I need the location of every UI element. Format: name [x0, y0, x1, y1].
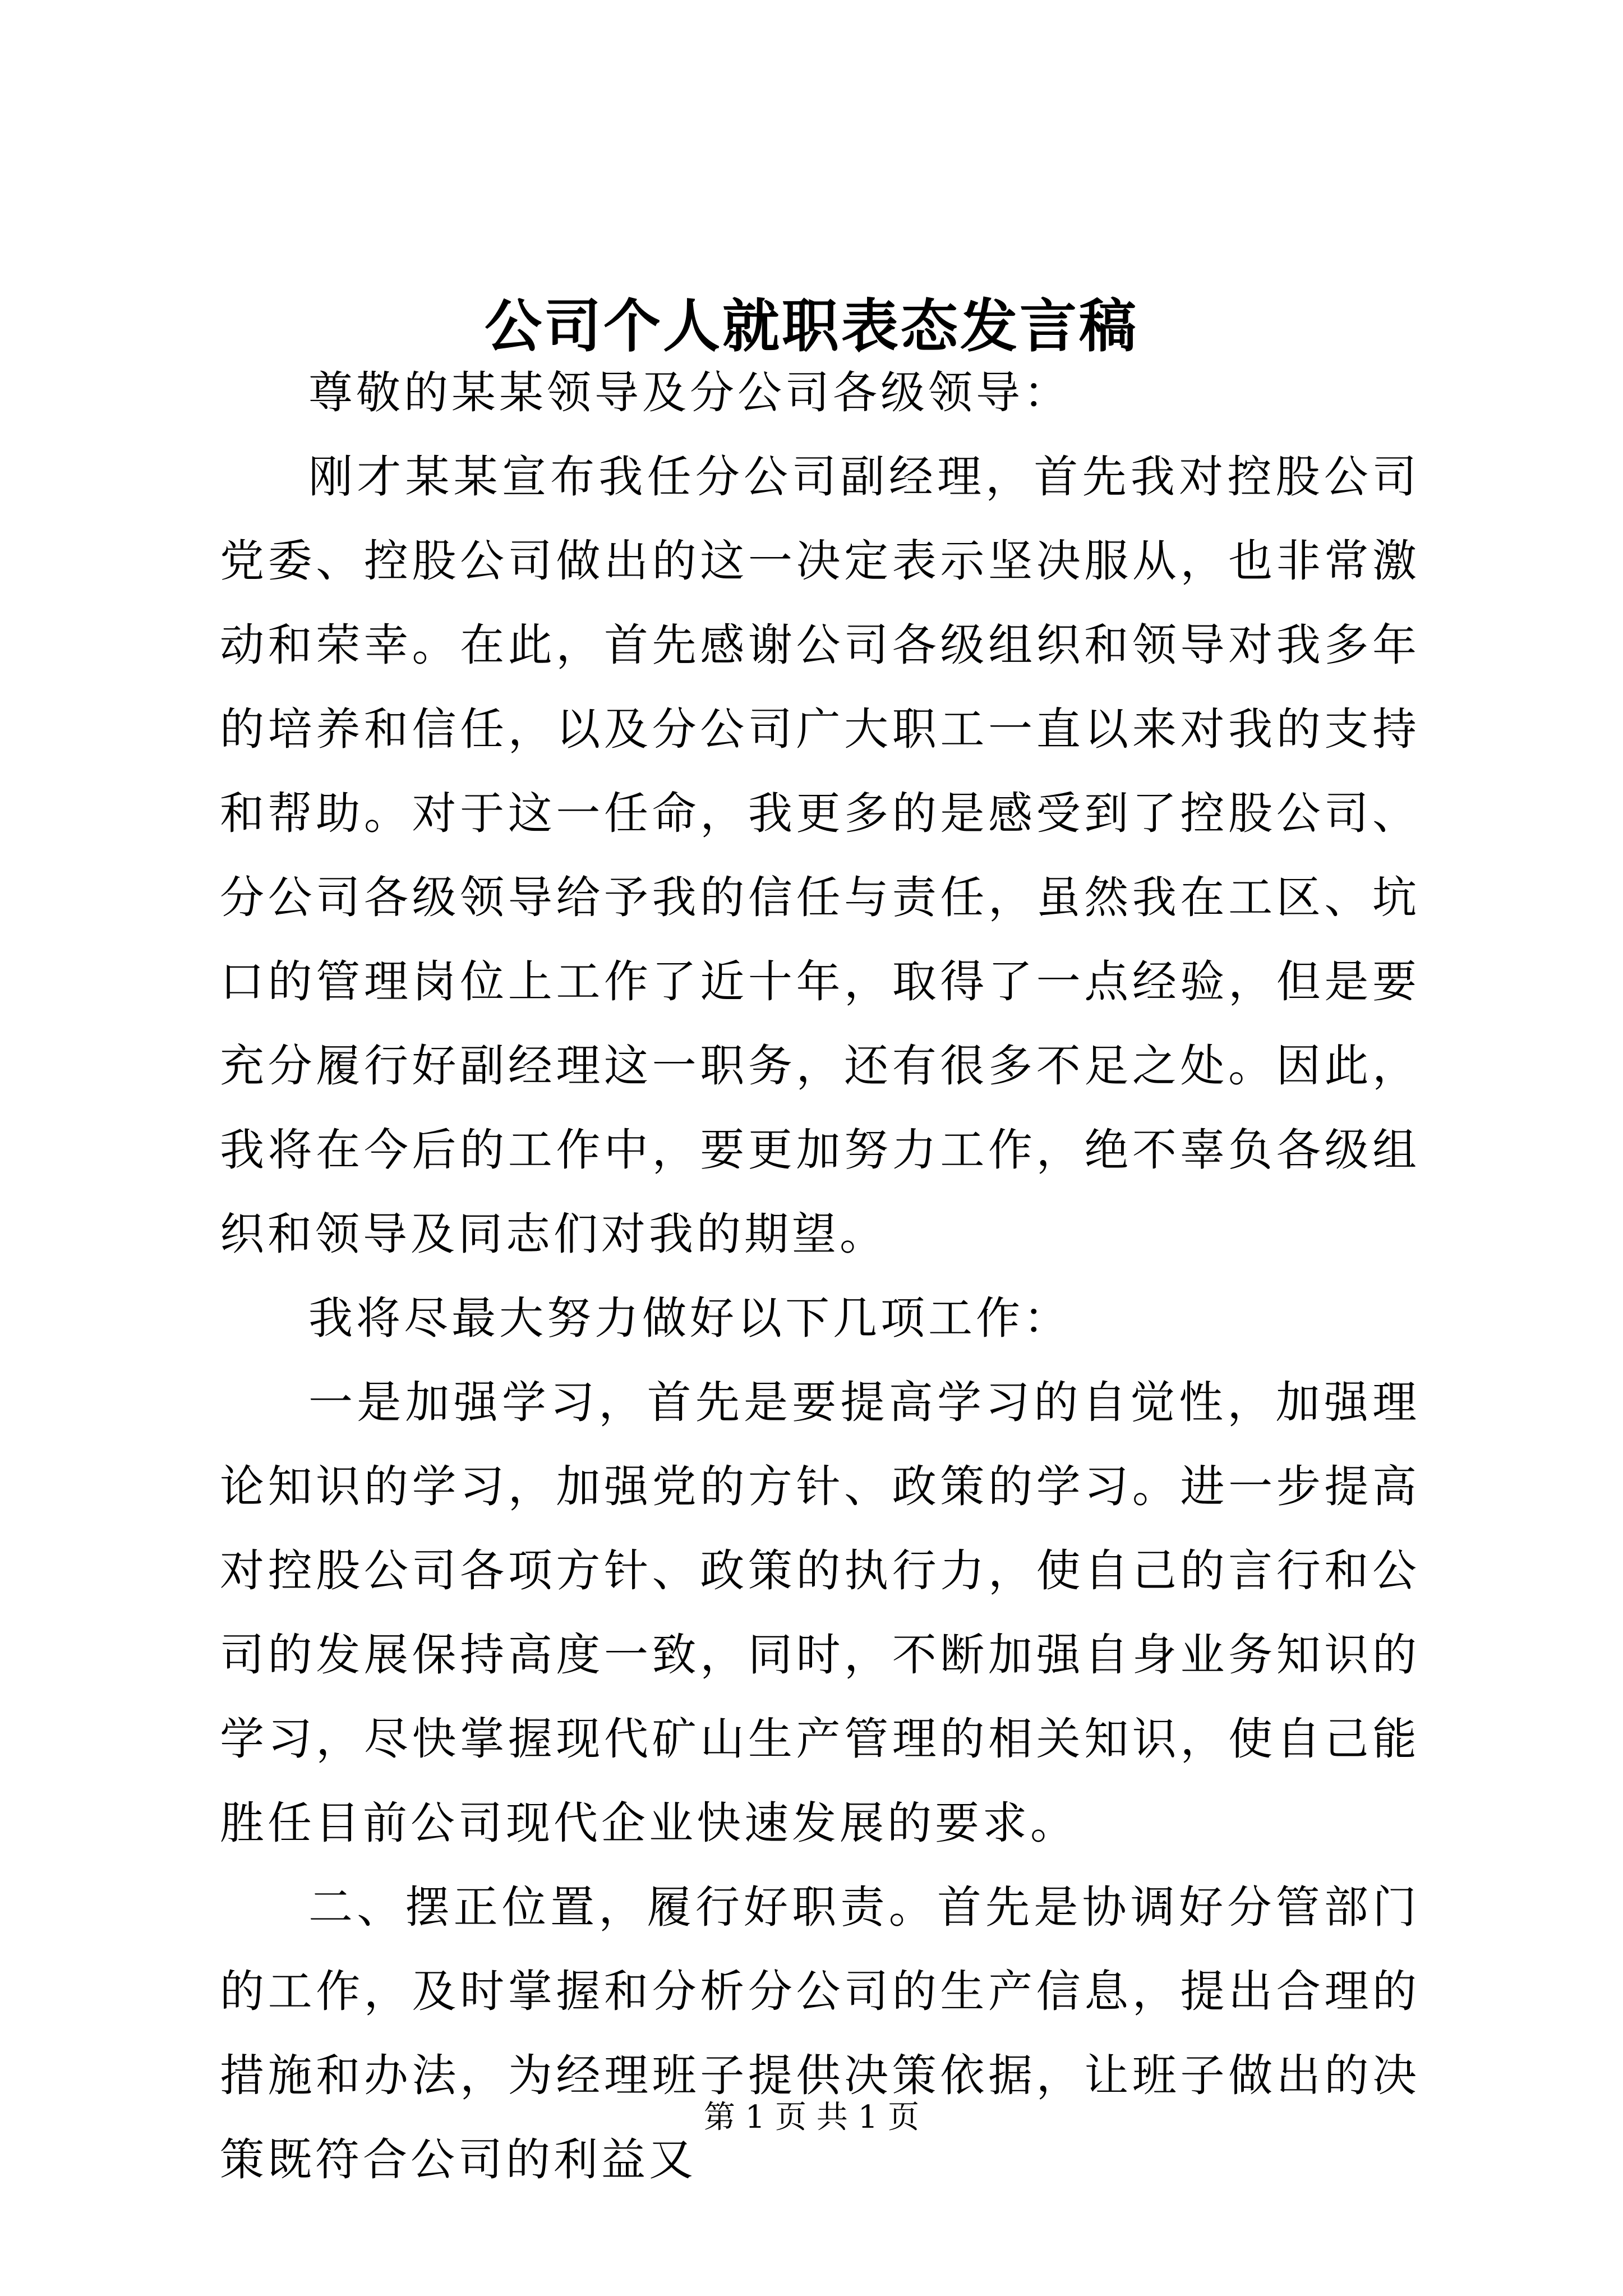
body-paragraph: 二、摆正位置，履行好职责。首先是协调好分管部门的工作，及时掌握和分析分公司的生产信息，提出合理的措施和办法，为经理班子提供决策依据，让班子做出的决策既符合公司的利益又	[220, 1881, 1420, 2185]
page-number-label: 第 1 页 共 1 页	[703, 2099, 920, 2136]
document-title: 公司个人就职表态发言稿	[485, 293, 1138, 360]
body-paragraph: 我将尽最大努力做好以下几项工作：	[308, 1292, 1071, 1344]
body-paragraph: 刚才某某宣布我任分公司副经理，首先我对控股公司党委、控股公司做出的这一决定表示坚决服从，也非常激动和荣幸。在此，首先感谢公司各级组织和领导对我多年的培养和信任，以及分公司广大职工一直以来对我的支持和帮助。对于这一任命，我更多的是感受到了控股公司、分公司各级领导给予我的信任与责任，虽然我在工区、坑口的管理岗位上工作了近十年，取得了一点经验，但是要充分履行好副经理这一职务，还有很多不足之处。因此，我将在今后的工作中，要更加努力工作，绝不辜负各级组织和领导及同志们对我的期望。	[220, 451, 1420, 1260]
page-footer	[0, 2095, 1623, 2140]
body-paragraph: 一是加强学习，首先是要提高学习的自觉性，加强理论知识的学习，加强党的方针、政策的学习。进一步提高对控股公司各项方针、政策的执行力，使自己的言行和公司的发展保持高度一致，同时，不断加强自身业务知识的学习，尽快掌握现代矿山生产管理的相关知识，使自己能胜任目前公司现代企业快速发展的要求。	[220, 1377, 1420, 1849]
salutation-paragraph: 尊敬的某某领导及分公司各级领导：	[308, 367, 1071, 418]
document-body	[220, 351, 1420, 2202]
